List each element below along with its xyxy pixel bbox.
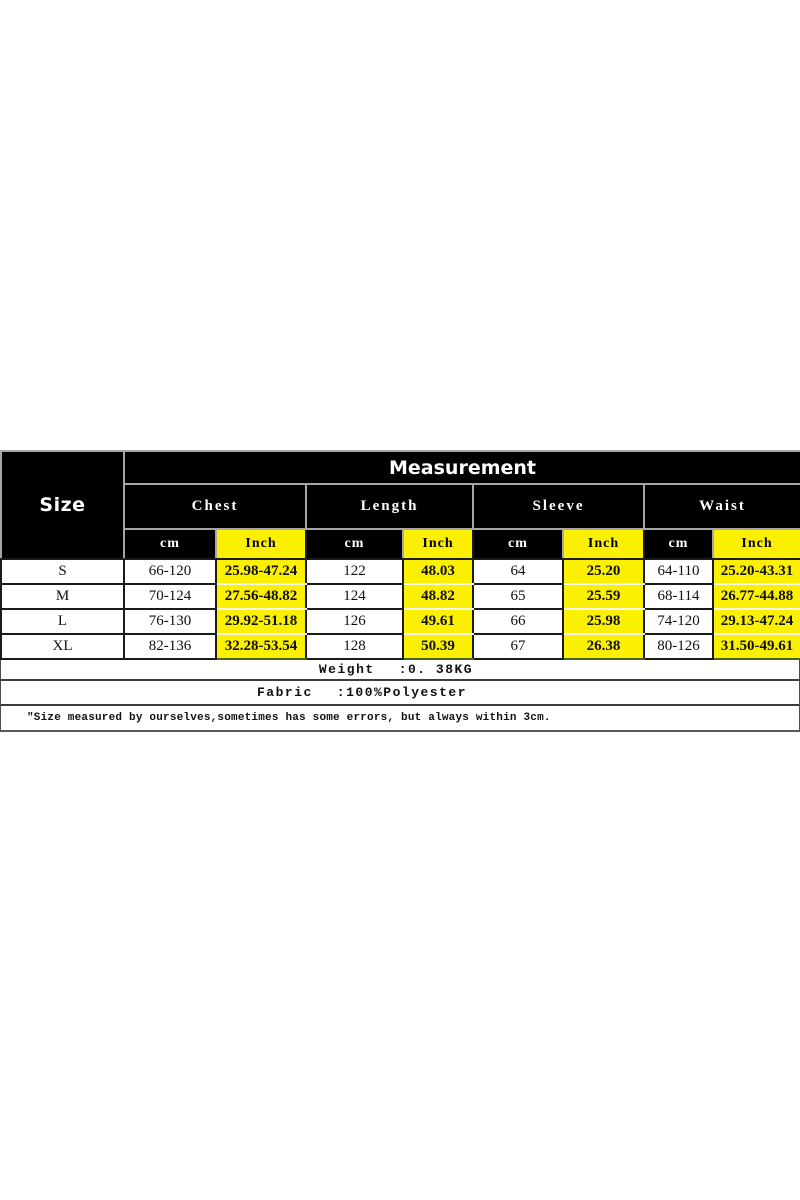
chest-cm-value: 70-124: [124, 584, 216, 609]
group-header-waist: Waist: [644, 484, 800, 529]
waist-cm-value: 64-110: [644, 559, 713, 584]
chest-cm-value: 82-136: [124, 634, 216, 659]
weight-value: :0. 38KG: [398, 662, 474, 677]
unit-header-length-cm: cm: [306, 529, 403, 559]
waist-cm-value: 68-114: [644, 584, 713, 609]
size-label: S: [1, 559, 124, 584]
sleeve-inch-value: 26.38: [563, 634, 644, 659]
measurement-table: [0, 450, 800, 660]
note-text: "Size measured by ourselves,sometimes has some errors, but always within 3cm.: [27, 712, 551, 724]
unit-header-sleeve-inch: Inch: [563, 529, 644, 559]
length-inch-value: 49.61: [403, 609, 473, 634]
waist-inch-value: 25.20-43.31: [713, 559, 800, 584]
length-cm-value: 128: [306, 634, 403, 659]
length-cm-value: 126: [306, 609, 403, 634]
size-label: XL: [1, 634, 124, 659]
table-row-m: [1, 584, 800, 609]
length-inch-value: 48.03: [403, 559, 473, 584]
sleeve-inch-value: 25.98: [563, 609, 644, 634]
waist-inch-value: 26.77-44.88: [713, 584, 800, 609]
chest-inch-value: 25.98-47.24: [216, 559, 306, 584]
chest-inch-value: 27.56-48.82: [216, 584, 306, 609]
weight-row: [0, 660, 800, 681]
chest-inch-value: 29.92-51.18: [216, 609, 306, 634]
unit-header-sleeve-cm: cm: [473, 529, 563, 559]
waist-cm-value: 74-120: [644, 609, 713, 634]
table-row-s: [1, 559, 800, 584]
size-label: M: [1, 584, 124, 609]
size-label: L: [1, 609, 124, 634]
chest-cm-value: 76-130: [124, 609, 216, 634]
weight-label: Weight: [318, 662, 375, 677]
sleeve-cm-value: 65: [473, 584, 563, 609]
fabric-label: Fabric: [256, 685, 313, 700]
group-header-length: Length: [306, 484, 473, 529]
unit-header-waist-inch: Inch: [713, 529, 800, 559]
sleeve-cm-value: 67: [473, 634, 563, 659]
waist-cm-value: 80-126: [644, 634, 713, 659]
group-header-sleeve: Sleeve: [473, 484, 644, 529]
length-cm-value: 124: [306, 584, 403, 609]
chest-cm-value: 66-120: [124, 559, 216, 584]
unit-header-chest-cm: cm: [124, 529, 216, 559]
group-header-chest: Chest: [124, 484, 306, 529]
unit-header-waist-cm: cm: [644, 529, 713, 559]
size-column-header: Size: [1, 451, 124, 559]
note-row: [0, 706, 800, 732]
waist-inch-value: 31.50-49.61: [713, 634, 800, 659]
sleeve-cm-value: 64: [473, 559, 563, 584]
waist-inch-value: 29.13-47.24: [713, 609, 800, 634]
fabric-row: [0, 681, 800, 706]
chest-inch-value: 32.28-53.54: [216, 634, 306, 659]
table-row-l: [1, 609, 800, 634]
unit-header-length-inch: Inch: [403, 529, 473, 559]
sleeve-inch-value: 25.20: [563, 559, 644, 584]
sleeve-cm-value: 66: [473, 609, 563, 634]
length-cm-value: 122: [306, 559, 403, 584]
length-inch-value: 50.39: [403, 634, 473, 659]
fabric-value: :100%Polyester: [336, 685, 468, 700]
sleeve-inch-value: 25.59: [563, 584, 644, 609]
table-title: Measurement: [124, 451, 800, 484]
measurement-chart: [0, 450, 800, 732]
length-inch-value: 48.82: [403, 584, 473, 609]
unit-header-chest-inch: Inch: [216, 529, 306, 559]
table-row-xl: [1, 634, 800, 659]
